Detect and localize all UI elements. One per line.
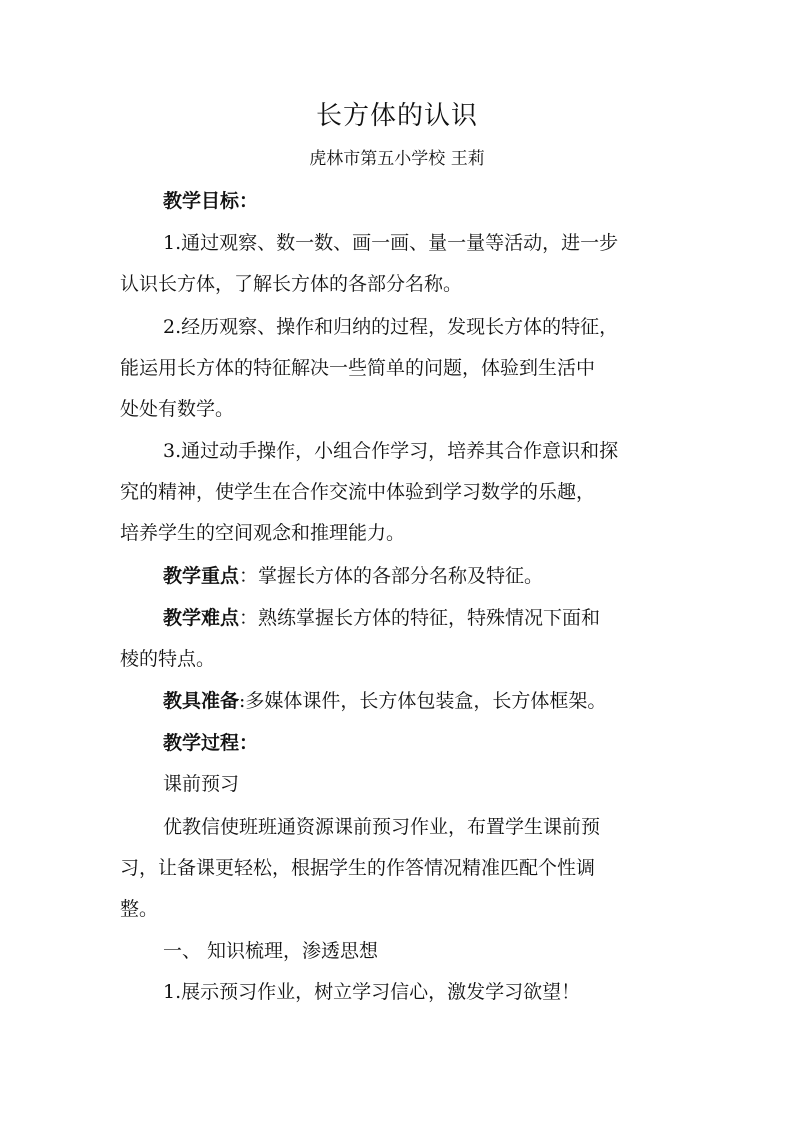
preview-line2: 习，让备课更轻松，根据学生的作答情况精准匹配个性调 — [120, 857, 596, 879]
difficulty-label: 教学难点 — [163, 607, 240, 629]
key-point-label: 教学重点 — [163, 565, 240, 587]
page-title: 长方体的认识 — [315, 101, 478, 131]
goal3-line2: 究的精神，使学生在合作交流中体验到学习数学的乐趣， — [120, 481, 596, 503]
goal2-line2: 能运用长方体的特征解决一些简单的问题，体验到生活中 — [120, 357, 596, 379]
materials-line — [163, 686, 606, 716]
difficulty-text: ：熟练掌握长方体的特征，特殊情况下面和 — [239, 607, 601, 629]
goal1-line2: 认识长方体，了解长方体的各部分名称。 — [120, 273, 463, 295]
goal2-line1: 2.经历观察、操作和归纳的过程，发现长方体的特征， — [163, 316, 619, 338]
materials-label: 教具准备 — [163, 690, 240, 712]
author-line: 虎林市第五小学校 王莉 — [309, 149, 485, 169]
preview-heading: 课前预习 — [163, 773, 240, 795]
preview-line3: 整。 — [120, 898, 159, 920]
preview-line1: 优教信使班班通资源课前预习作业，布置学生课前预 — [163, 816, 601, 838]
difficulty-line1 — [163, 603, 600, 633]
step1-line: 1.展示预习作业，树立学习信心，激发学习欲望！ — [163, 981, 581, 1003]
goal3-line3: 培养学生的空间观念和推理能力。 — [120, 522, 406, 544]
goal3-line1: 3.通过动手操作，小组合作学习，培养其合作意识和探 — [163, 440, 619, 462]
goal2-line3: 处处有数学。 — [120, 398, 235, 420]
key-point-text: ：掌握长方体的各部分名称及特征。 — [239, 565, 544, 587]
materials-text: :多媒体课件，长方体包装盒，长方体框架。 — [239, 690, 607, 712]
process-heading: 教学过程： — [163, 732, 259, 754]
goal1-line1: 1.通过观察、数一数、画一画、量一量等活动，进一步 — [163, 232, 619, 254]
key-point-line — [163, 561, 543, 591]
goals-heading: 教学目标： — [163, 190, 259, 212]
section1-heading: 一、 知识梳理，渗透思想 — [163, 940, 379, 962]
difficulty-line2: 棱的特点。 — [120, 648, 216, 670]
